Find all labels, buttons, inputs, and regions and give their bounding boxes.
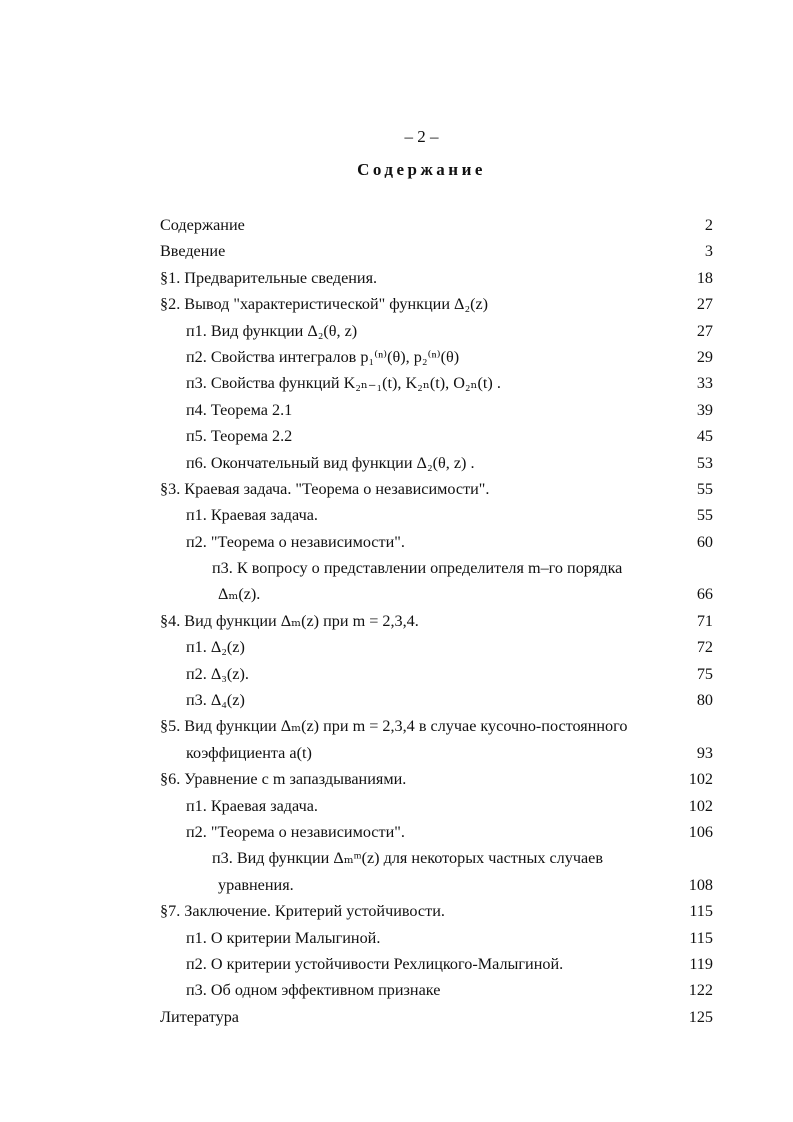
toc-entry-page: 27 (696, 321, 713, 340)
toc-entry-page: 55 (696, 479, 713, 498)
toc-entry[interactable] (160, 766, 713, 792)
toc-entry-title: п2. О критерии устойчивости Рехлицкого-Малыгиной. (186, 954, 564, 973)
toc-entry-page: 29 (696, 347, 713, 366)
toc-entry[interactable] (160, 977, 713, 1003)
toc-entry-title: §2. Вывод "характеристической" функции Δ₂(z) (160, 295, 489, 314)
toc-entry[interactable] (160, 476, 713, 502)
toc-entry-page: 102 (688, 796, 713, 815)
toc-entry-continuation-text: Δₘ(z). (218, 585, 261, 604)
toc-entry-title: п2. Свойства интегралов p₁⁽ⁿ⁾(θ), p₂⁽ⁿ⁾(θ) (186, 347, 460, 366)
toc-entry-title: §1. Предварительные сведения. (160, 268, 378, 287)
toc-entry-page: 3 (704, 242, 713, 261)
toc-entry-title: п2. Δ₃(z). (186, 664, 249, 683)
toc-entry-continuation[interactable] (160, 872, 713, 898)
toc-entry[interactable] (160, 687, 713, 713)
toc-entry[interactable] (160, 265, 713, 291)
toc-entry[interactable] (160, 318, 713, 344)
toc-entry-page: 60 (696, 532, 713, 551)
toc-entry[interactable] (160, 1004, 713, 1030)
toc-entry[interactable] (160, 370, 713, 396)
toc-entry[interactable] (160, 713, 713, 739)
toc-entry[interactable] (160, 661, 713, 687)
toc-entry[interactable] (160, 238, 713, 264)
toc-entry-page: 93 (696, 743, 713, 762)
toc-entry-page: 80 (696, 691, 713, 710)
toc-entry-page: 102 (688, 770, 713, 789)
toc-entry-title: п3. Δ₄(z) (186, 691, 245, 710)
toc-entry-continuation[interactable] (160, 581, 713, 607)
table-of-contents (160, 212, 713, 1030)
toc-entry[interactable] (160, 898, 713, 924)
toc-entry-title: п2. "Теорема о независимости". (186, 822, 405, 841)
toc-entry[interactable] (160, 925, 713, 951)
toc-entry-title: п4. Теорема 2.1 (186, 400, 293, 419)
toc-entry-page: 119 (689, 954, 713, 973)
toc-entry[interactable] (160, 423, 713, 449)
toc-entry-title: §4. Вид функции Δₘ(z) при m = 2,3,4. (160, 611, 419, 630)
toc-entry-page: 39 (696, 400, 713, 419)
toc-entry-title: п2. "Теорема о независимости". (186, 532, 405, 551)
toc-entry-title: п3. Вид функции Δₘᵐ(z) для некоторых частных случаев (212, 849, 604, 868)
toc-entry-page: 72 (696, 638, 713, 657)
toc-entry-title: п3. Свойства функций K₂ₙ₋₁(t), K₂ₙ(t), O₂ₙ(t) . (186, 374, 501, 393)
toc-entry-page: 75 (696, 664, 713, 683)
toc-entry[interactable] (160, 450, 713, 476)
toc-entry[interactable] (160, 344, 713, 370)
toc-entry[interactable] (160, 397, 713, 423)
toc-entry-title: §5. Вид функции Δₘ(z) при m = 2,3,4 в случае кусочно-постоянного (160, 717, 628, 736)
toc-entry-title: Введение (160, 242, 226, 261)
toc-entry[interactable] (160, 951, 713, 977)
toc-entry-title: п3. К вопросу о представлении определителя m–го порядка (212, 559, 623, 578)
toc-entry-continuation[interactable] (160, 740, 713, 766)
toc-entry-title: п1. Краевая задача. (186, 796, 318, 815)
toc-entry-page: 2 (704, 216, 713, 234)
page-title: Содержание (357, 160, 486, 179)
toc-entry[interactable] (160, 555, 713, 581)
toc-entry-title: п1. О критерии Малыгиной. (186, 928, 381, 947)
page-number: – 2 – (404, 127, 439, 146)
toc-entry[interactable] (160, 502, 713, 528)
toc-entry-page: 55 (696, 506, 713, 525)
toc-entry-continuation-text: уравнения. (218, 875, 294, 894)
toc-entry-page: 108 (688, 875, 713, 894)
toc-entry-page: 115 (689, 928, 713, 947)
toc-entry-page: 45 (696, 427, 713, 446)
toc-entry-page: 27 (696, 295, 713, 314)
toc-entry[interactable] (160, 634, 713, 660)
toc-entry[interactable] (160, 845, 713, 871)
toc-entry-title: §3. Краевая задача. "Теорема о независимости". (160, 479, 490, 498)
toc-entry-title: Содержание (160, 216, 245, 234)
toc-entry-page: 33 (696, 374, 713, 393)
toc-entry-title: п1. Вид функции Δ₂(θ, z) (186, 321, 358, 340)
toc-entry-page: 125 (688, 1007, 713, 1026)
toc-entry-title: п5. Теорема 2.2 (186, 427, 293, 446)
toc-entry[interactable] (160, 291, 713, 317)
toc-entry-title: п6. Окончательный вид функции Δ₂(θ, z) . (186, 453, 475, 472)
toc-entry[interactable] (160, 529, 713, 555)
toc-entry-page: 106 (688, 822, 713, 841)
toc-entry-title: §6. Уравнение с m запаздываниями. (160, 770, 407, 789)
toc-entry[interactable] (160, 819, 713, 845)
toc-entry-title: п1. Краевая задача. (186, 506, 318, 525)
toc-entry-title: п3. Об одном эффективном признаке (186, 981, 441, 1000)
toc-entry-page: 71 (696, 611, 713, 630)
toc-entry-title: п1. Δ₂(z) (186, 638, 245, 657)
toc-entry-page: 18 (696, 268, 713, 287)
toc-entry-continuation-text: коэффициента a(t) (186, 743, 312, 762)
toc-entry[interactable] (160, 608, 713, 634)
toc-entry-page: 53 (696, 453, 713, 472)
toc-entry[interactable] (160, 212, 713, 238)
toc-entry-page: 66 (696, 585, 713, 604)
toc-entry-page: 115 (689, 902, 713, 921)
toc-entry-title: Литература (160, 1007, 239, 1026)
toc-entry-title: §7. Заключение. Критерий устойчивости. (160, 902, 445, 921)
toc-entry-page: 122 (688, 981, 713, 1000)
toc-entry[interactable] (160, 793, 713, 819)
